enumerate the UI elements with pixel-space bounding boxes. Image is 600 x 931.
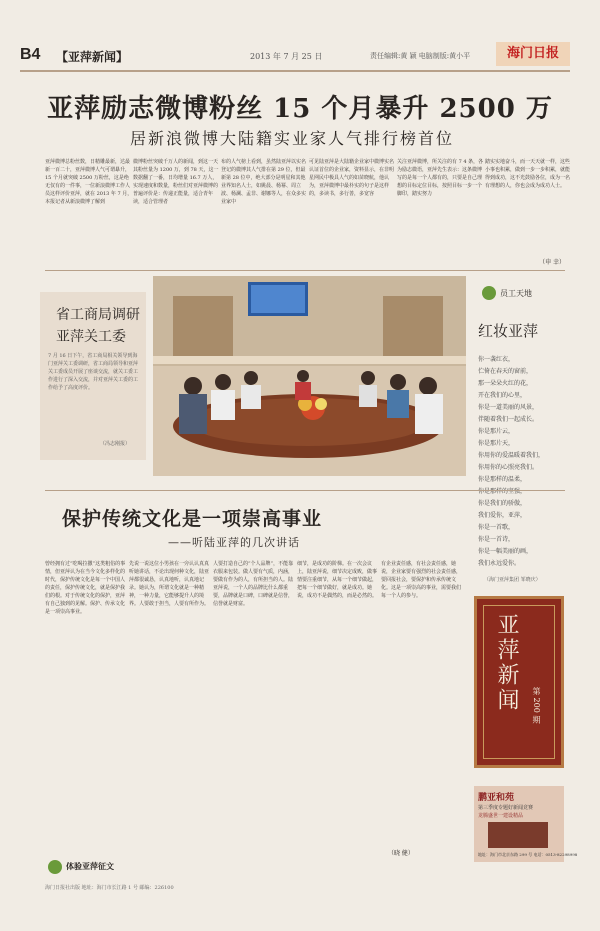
article1-column: 亚萍微博总粉丝数，日精雕最新，达最新一百二十，亚萍微博人气可谓暴升，15 个月就突破 2500 万粉丝，这是绝无仅有的一件事，一位新浪微博工作人员这样评价亚萍，就在 2013 年 7 月，本报记者从新浪微博了解到: [45, 159, 133, 205]
poem-line: 你是一首诗，: [478, 536, 515, 543]
newspaper-logo: 海门日报: [496, 42, 570, 66]
poem-line: 你是一幅美丽的画，: [478, 548, 533, 555]
poem-line: 你是那样的温柔，: [478, 476, 527, 483]
poem-line: 开在我们的心里，: [478, 392, 527, 399]
poem-line: 你是一道美丽的风景，: [478, 404, 539, 411]
second-headline: 保护传统文化是一项崇高事业: [62, 508, 323, 530]
visit-title-line2: 亚萍关工委: [56, 329, 126, 345]
issue-date: 2013 年 7 月 25 日: [250, 52, 323, 61]
article1-column: 踏实实地奋斗，而一天天就一样，这些小事也积累，做到一步一步积累，就能得到成功，这不光鼓励各位，成为一名有理想的人，你也会成为成功人士。: [485, 159, 571, 189]
visit-title-line1: 省工商局调研: [56, 307, 140, 323]
ad-address: 地址：海门市北京东路 299 号 电话：0513-82298998: [478, 852, 578, 857]
poem-line: 你用你的爱温暖着我们，: [478, 452, 545, 459]
page-header: [20, 40, 570, 72]
emblem-issue: 第 200 期: [532, 687, 541, 724]
column-logo-icon: [482, 286, 496, 300]
article2-author: （晓 健）: [388, 850, 414, 857]
meeting-photo-image: [153, 276, 466, 476]
page-footer: 海门日报社出版 地址：海门市长江路 1 号 邮编：226100: [45, 885, 174, 891]
article1-column: 关注亚萍微博，所关注的有 7 4 条，各为励志微语，亚萍先生表示：这条微博写的是每一个人都有的，只要是自己理想的目标定位目标，按照目标一步一个脚印，踏实努力: [397, 159, 484, 197]
article2-column: 细节，是成功的阶梯。在一次会议上，陆亚萍说，细节决定成败，做事情要注重细节，从每一个细节做起，把每一个细节做好，就是成功。她说，成功不是偶然的，而是必然的。: [297, 561, 378, 599]
article2-body: [45, 560, 465, 860]
poem-line: 你是那片天，: [478, 440, 515, 447]
poem-line: 你一袭红衣，: [478, 356, 515, 363]
editor-credits: 责任编辑:黄 颖 电脑制版:黄小平: [370, 52, 471, 60]
divider: [45, 270, 565, 271]
visit-news-box: [40, 292, 146, 460]
poem-title: 红妆亚萍: [478, 322, 539, 340]
ad-image: [488, 822, 548, 848]
bottom-column-tag: [48, 860, 114, 874]
poem-line: 我们永远爱你。: [478, 560, 521, 567]
poem-line: 我们爱你，亚萍，: [478, 512, 527, 519]
ad-title: 鹏亚和苑: [478, 793, 515, 803]
poem-line: 伫倚在春天的窗前，: [478, 368, 533, 375]
visit-source: （冯志刚报）: [100, 441, 131, 447]
second-subheadline: ——听陆亚萍的几次讲话: [168, 536, 300, 549]
article2-column: 有企业责任感，有社会责任感，她说，企业家要有强烈的社会责任感，要回报社会，要保护和传承传统文化。这是一项崇高的事业，需要我们每一个人的参与。: [381, 561, 462, 599]
divider: [45, 490, 565, 491]
article2-column: 先说一说这位小男孩在一旁认认真真听她讲话，不论出现何种文化，陆亚萍都很诚恳，认真地听，认真地记录。她认为，所谓文化就是一种精神，一种力量，它能够提升人的境界。人要敢于担当，人要有所作为。: [129, 561, 210, 607]
bottom-column-name: 体验亚萍征文: [66, 861, 114, 871]
poetry-column: [474, 276, 570, 596]
article1-column: 布的人气榜上看到，虽然陆亚萍以实名登记的微博其人气排在第 29 位，但最新第 28 位中，绝大部分是明星和其他业界知名人士，如姚晨、杨幂、周立波、杨澜、孟非、谢娜等人，在众多实业家中: [221, 159, 307, 205]
poem-line: 伴随着我们一起成长。: [478, 416, 539, 423]
poem-line: 你是一首歌，: [478, 524, 515, 531]
poem-author: （海门亚萍集团 邹晓庆）: [484, 577, 541, 583]
article2-column: 曾经拥有过“吃喝拉撒”这类粗俗的事情，但亚萍认为在当今文化多样化的时代，保护传统文化是每一个中国人的责任，保护传统文化，就是保护我们的根。对于传统文化的保护，亚萍有自己独到的见解。保护、传承文化是一项崇高事业。: [45, 561, 126, 615]
poem-line: 那一朵朵火红的花，: [478, 380, 533, 387]
poem-line: 你是那样的坚强，: [478, 488, 527, 495]
poem-line: 你是我们的骄傲，: [478, 500, 527, 507]
series-emblem: [474, 596, 564, 768]
article1-author: （申 幸）: [539, 259, 565, 266]
poem-line: 你是那片云，: [478, 428, 515, 435]
ad-subtitle: 第三季度专题好新闻竞赛: [478, 805, 534, 811]
column-logo-icon: [48, 860, 62, 874]
main-headline: 亚萍励志微博粉丝 15 个月暴升 2500 万: [47, 94, 553, 124]
poem-lines: [478, 354, 568, 570]
article1-body: [45, 158, 571, 266]
column-name: 员工天地: [500, 289, 532, 298]
article1-column: 微博粉丝突破千万人的新闻，到这一天其粉丝量为 1200 万，到 78 天，这一数据翻了一番，日均增量 16.7 万人，实现速度和数量，粉丝们对亚萍微博的普遍评价是：传递正能量，适合青年读，适合管理者: [133, 159, 219, 205]
meeting-photo: [153, 276, 466, 476]
main-subheadline: 居新浪微博大陆籍实业家人气排行榜首位: [130, 129, 455, 148]
poem-line: 你用你的心照亮我们。: [478, 464, 539, 471]
ad-slogan: 龙腾盛世一建设精品: [478, 813, 524, 819]
page-number: B4: [20, 46, 41, 63]
section-name: 【亚萍新闻】: [56, 50, 129, 64]
emblem-title: 亚萍新闻: [494, 613, 519, 713]
advertisement: [474, 786, 578, 862]
visit-body: 7 月 16 日下午，省工商局相关领导到海门亚萍关工委调研，省工商局领导和亚萍关工委成员开展了座谈交流，就关工委工作进行了深入交流，并对亚萍关工委的工作给予了高度评价。: [48, 353, 139, 391]
article1-column: 可见陆亚萍是大陆籍企业家中微博实名认证首位的企业家，资料显示，在非明星网民中极具人气的如苗晓航，他认为，亚萍微博中最朴实的句子是这样的，多读书，多行善，多宽容: [309, 159, 395, 197]
article2-column: 人要打造自己的“个人品牌”，不能靠衣服来包装。做人要有气质，内涵，要做有作为的人，有所担当的人。陆亚萍说，一个人的品牌比什么都重要，品牌就是口碑，口碑就是信誉，信誉就是财富。: [213, 561, 294, 607]
